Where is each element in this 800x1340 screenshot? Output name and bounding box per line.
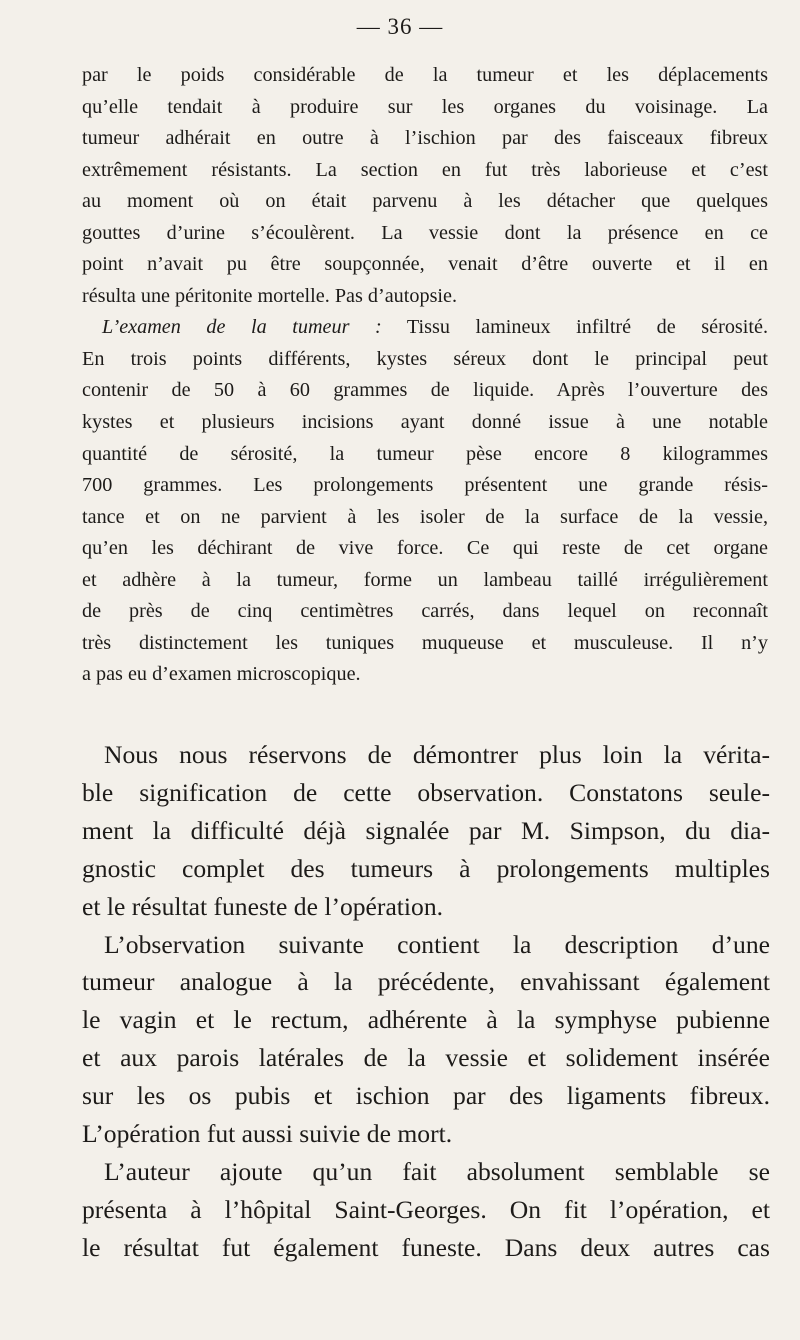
italic-heading: L’examen de la tumeur :: [102, 316, 382, 339]
text-line: quantité de sérosité, la tumeur pèse encore 8 kilogrammes: [82, 442, 768, 465]
text-line: au moment où on était parvenu à les détacher que quelques: [82, 190, 768, 213]
text-line: kystes et plusieurs incisions ayant donné issue à une notable: [82, 411, 768, 434]
text-line: L’opération fut aussi suivie de mort.: [82, 1119, 453, 1149]
text-line: sur les os pubis et ischion par des ligaments fibreux.: [82, 1081, 770, 1111]
text-line: qu’en les déchirant de vive force. Ce qui reste de cet organe: [82, 537, 768, 560]
text-line: de près de cinq centimètres carrés, dans lequel on reconnaît: [82, 600, 768, 623]
text-line: le résultat fut également funeste. Dans deux autres cas: [82, 1232, 770, 1262]
small-print-block: [82, 60, 768, 691]
paragraph-operation-outcome: [82, 60, 768, 312]
text-line: tance et on ne parvient à les isoler de la surface de la vessie,: [82, 505, 768, 528]
text-line-rest: Tissu lamineux infiltré de sérosité.: [381, 316, 768, 339]
large-print-block: [82, 736, 770, 1267]
text-line: L’observation suivante contient la description d’une: [104, 929, 770, 959]
text-line: gouttes d’urine s’écoulèrent. La vessie dont la présence en ce: [82, 221, 768, 244]
text-line: tumeur analogue à la précédente, envahissant également: [82, 967, 770, 997]
text-line: L’auteur ajoute qu’un fait absolument semblable se: [104, 1156, 770, 1186]
text-line: contenir de 50 à 60 grammes de liquide. Après l’ouverture des: [82, 379, 768, 402]
text-line: présenta à l’hôpital Saint-Georges. On fit l’opération, et: [82, 1194, 770, 1224]
text-line: résulta une péritonite mortelle. Pas d’autopsie.: [82, 284, 458, 307]
text-line: gnostic complet des tumeurs à prolongements multiples: [82, 853, 770, 883]
text-line: 700 grammes. Les prolongements présentent une grande résis-: [82, 474, 768, 497]
text-line: le vagin et le rectum, adhérente à la symphyse pubienne: [82, 1005, 770, 1035]
text-line: et adhère à la tumeur, forme un lambeau taillé irrégulièrement: [82, 568, 768, 591]
text-line: point n’avait pu être soupçonnée, venait d’être ouverte et il en: [82, 253, 768, 276]
text-line: a pas eu d’examen microscopique.: [82, 663, 361, 686]
text-line: très distinctement les tuniques muqueuse et musculeuse. Il n’y: [82, 631, 768, 654]
text-line: par le poids considérable de la tumeur et les déplacements: [82, 64, 768, 86]
text-line: et le résultat funeste de l’opération.: [82, 891, 444, 921]
paragraph-reservation: [82, 736, 770, 926]
text-line-first: [82, 312, 768, 344]
page-number: — 36 —: [356, 14, 444, 39]
text-line: Nous nous réservons de démontrer plus loin la vérita-: [104, 740, 770, 769]
paragraph-author-adds: [82, 1153, 770, 1267]
text-line: extrêmement résistants. La section en fut très laborieuse et c’est: [82, 158, 768, 181]
text-line: et aux parois latérales de la vessie et solidement insérée: [82, 1043, 770, 1073]
text-line: ble signification de cette observation. Constatons seule-: [82, 777, 770, 807]
text-line: En trois points différents, kystes séreux dont le principal peut: [82, 347, 768, 370]
text-line: tumeur adhérait en outre à l’ischion par des faisceaux fibreux: [82, 127, 768, 150]
paragraph-tumor-exam: [82, 312, 768, 691]
text-line: ment la difficulté déjà signalée par M. Simpson, du dia-: [82, 815, 770, 845]
text-line: qu’elle tendait à produire sur les organes du voisinage. La: [82, 95, 768, 118]
paragraph-following-observation: [82, 926, 770, 1153]
